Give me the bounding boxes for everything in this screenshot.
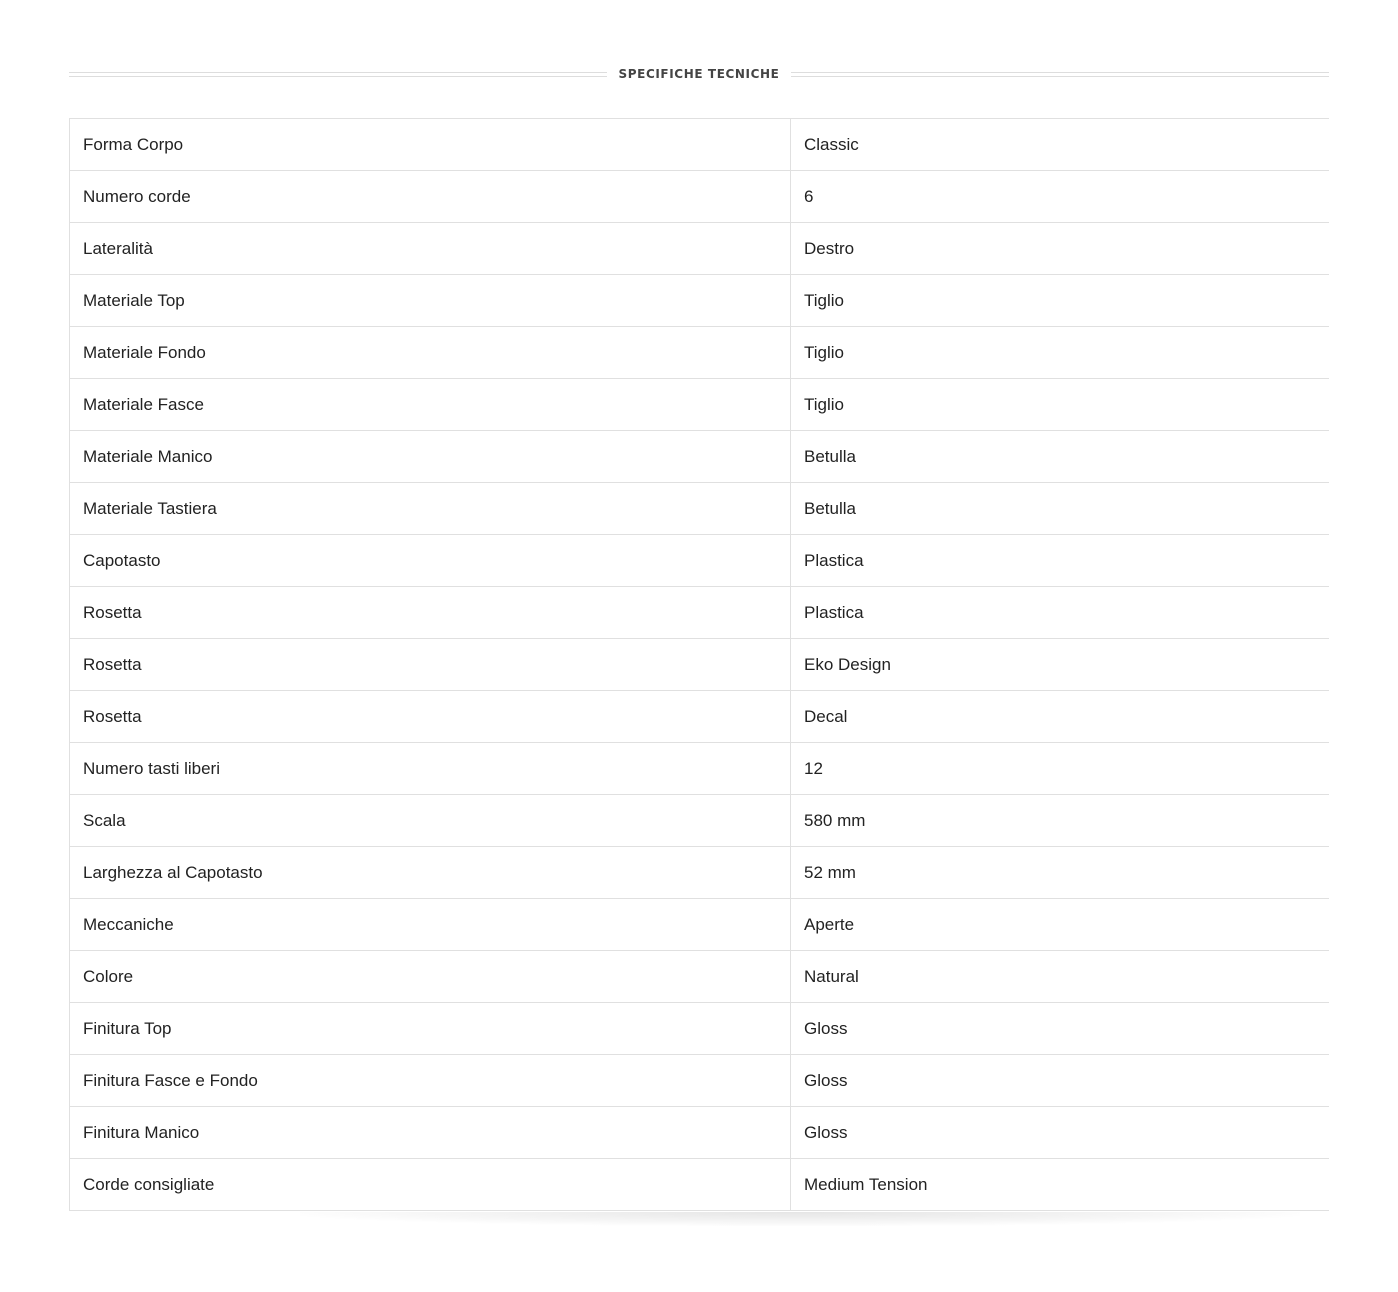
table-row: [70, 847, 1330, 899]
spec-value: 12: [791, 743, 1330, 795]
spec-label: Numero tasti liberi: [70, 743, 791, 795]
table-row: [70, 327, 1330, 379]
spec-label: Materiale Top: [70, 275, 791, 327]
table-row: [70, 951, 1330, 1003]
spec-label: Materiale Fasce: [70, 379, 791, 431]
spec-label: Materiale Tastiera: [70, 483, 791, 535]
spec-label: Scala: [70, 795, 791, 847]
spec-value: Gloss: [791, 1003, 1330, 1055]
header-divider-left: [69, 72, 607, 77]
spec-label: Capotasto: [70, 535, 791, 587]
table-row: [70, 119, 1330, 171]
table-row: [70, 1003, 1330, 1055]
section-header: [69, 62, 1329, 86]
spec-label: Larghezza al Capotasto: [70, 847, 791, 899]
table-row: [70, 639, 1330, 691]
spec-label: Finitura Fasce e Fondo: [70, 1055, 791, 1107]
spec-value: 52 mm: [791, 847, 1330, 899]
spec-value: 6: [791, 171, 1330, 223]
spec-value: Plastica: [791, 587, 1330, 639]
spec-value: Classic: [791, 119, 1330, 171]
table-shadow: [300, 1212, 1300, 1226]
table-row: [70, 223, 1330, 275]
table-row: [70, 1055, 1330, 1107]
spec-value: Betulla: [791, 483, 1330, 535]
spec-label: Meccaniche: [70, 899, 791, 951]
spec-value: Gloss: [791, 1055, 1330, 1107]
spec-label: Forma Corpo: [70, 119, 791, 171]
spec-value: Destro: [791, 223, 1330, 275]
spec-value: Tiglio: [791, 327, 1330, 379]
table-row: [70, 743, 1330, 795]
spec-label: Colore: [70, 951, 791, 1003]
spec-value: Eko Design: [791, 639, 1330, 691]
section-title: SPECIFICHE TECNICHE: [618, 67, 780, 81]
specs-table-body: [70, 119, 1330, 1211]
spec-value: Decal: [791, 691, 1330, 743]
specs-table: [69, 118, 1329, 1211]
table-row: [70, 171, 1330, 223]
spec-label: Materiale Fondo: [70, 327, 791, 379]
spec-value: Natural: [791, 951, 1330, 1003]
table-row: [70, 795, 1330, 847]
spec-label: Materiale Manico: [70, 431, 791, 483]
spec-value: Tiglio: [791, 275, 1330, 327]
table-row: [70, 535, 1330, 587]
spec-label: Rosetta: [70, 639, 791, 691]
spec-value: Gloss: [791, 1107, 1330, 1159]
table-row: [70, 899, 1330, 951]
table-row: [70, 1107, 1330, 1159]
table-row: [70, 483, 1330, 535]
spec-value: Betulla: [791, 431, 1330, 483]
spec-label: Rosetta: [70, 587, 791, 639]
table-row: [70, 431, 1330, 483]
spec-label: Rosetta: [70, 691, 791, 743]
spec-value: Plastica: [791, 535, 1330, 587]
table-row: [70, 587, 1330, 639]
spec-label: Finitura Top: [70, 1003, 791, 1055]
spec-label: Finitura Manico: [70, 1107, 791, 1159]
spec-value: Aperte: [791, 899, 1330, 951]
spec-label: Lateralità: [70, 223, 791, 275]
spec-value: Medium Tension: [791, 1159, 1330, 1211]
header-divider-right: [791, 72, 1329, 77]
table-row: [70, 691, 1330, 743]
table-row: [70, 275, 1330, 327]
spec-label: Corde consigliate: [70, 1159, 791, 1211]
table-row: [70, 379, 1330, 431]
spec-label: Numero corde: [70, 171, 791, 223]
table-row: [70, 1159, 1330, 1211]
spec-value: 580 mm: [791, 795, 1330, 847]
spec-value: Tiglio: [791, 379, 1330, 431]
